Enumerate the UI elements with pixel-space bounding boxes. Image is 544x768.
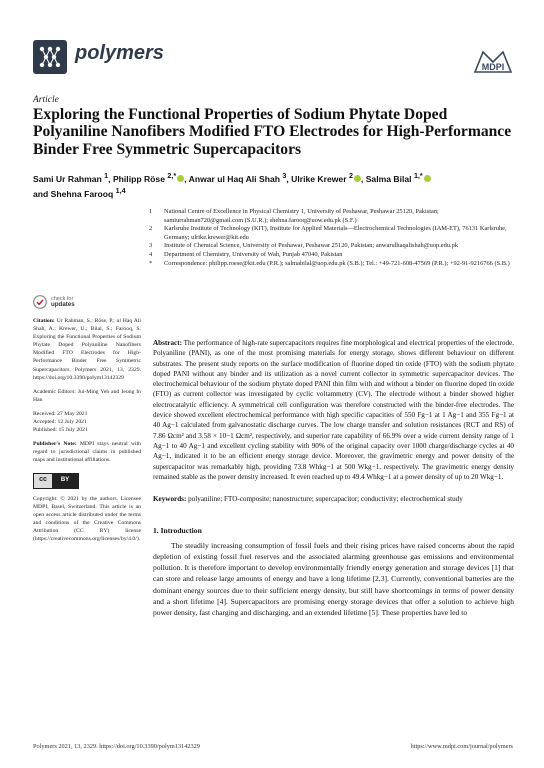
affiliations xyxy=(149,208,515,268)
orcid-icon[interactable] xyxy=(424,175,431,182)
correspondence: * Correspondence: philipp.roese@kit.edu (P.R.); salmabilal@uop.edu.pk (S.B.); Tel.: +49-721-608-47569 (P.R.); +92-91-9216766 (S.B.) xyxy=(149,259,510,267)
check-updates-button[interactable] xyxy=(33,295,141,309)
author[interactable]: Philipp Röse $^{2,*}$ , xyxy=(112,172,189,184)
accepted-date: Accepted: 12 July 2021 xyxy=(33,419,87,426)
check-updates-icon xyxy=(33,295,47,309)
author[interactable]: Ulrike Krewer $^2$ , xyxy=(291,172,366,184)
cc-icon: cc xyxy=(34,474,52,488)
journal-header xyxy=(33,38,513,78)
keywords: Keywords: polyaniline; FTO-composite; nanostructure; supercapacitor; conductivity; electrochemical study xyxy=(153,495,463,504)
author[interactable]: Anwar ul Haq Ali Shah $^3$, xyxy=(188,172,292,184)
main-column xyxy=(153,338,514,618)
article-title: Exploring the Functional Properties of Sodium Phytate Doped Polyaniline Nanofibers Modified FTO Electrodes for High-Performance Binder Free Symmetric Supercapacitors xyxy=(33,106,512,158)
affiliation: 4 Department of Chemistry, University of Wah, Punjab 47040, Pakistan xyxy=(149,250,343,258)
journal-name: polymers xyxy=(75,42,164,64)
author[interactable]: Sami Ur Rahman $^1$, xyxy=(33,172,113,184)
by-icon: BY xyxy=(52,474,78,488)
orcid-icon[interactable] xyxy=(177,175,184,182)
article-type: Article xyxy=(33,95,59,105)
publisher-note: Publisher's Note: MDPI stays neutral with regard to jurisdictional claims in published maps and institutional affiliations. xyxy=(33,441,142,464)
academic-editors: Academic Editors: Jui-Ming Yeh and Jeong In Han xyxy=(33,388,141,403)
abstract: Abstract: The performance of high-rate supercapacitors requires fine morphological and electrical properties of the electrode. Polyaniline (PANI), as one of the most promising materials for energy storage, shows different behaviour on different substrates. The present study reports on the surface modification of fluorine doped tin oxide (FTO) with the sodium phytate doped PANI without any binder and its utilization as a novel current collector in symmetric supercapacitor devices. The electrochemical behaviour of the sodium phytate doped PANI thin film with and without a binder on fluorine doped tin oxide (FTO) as current collector was investigated by cyclic voltammetry (CV). The electrode without a binder showed higher electrocatalytic efficiency. A symmetrical cell configuration was therefore constructed with the binder-free electrodes. The device showed excellent electrochemical performance with high specific capacities of 550 Fg−1 at 1 Ag−1 and 355 Fg−1 at 40 Ag−1 calculated from galvanostatic discharge curves. The low charge transfer and solution resistances (RCT and RS) of 7.86 Ωcm² and 3.58 × 10−1 Ωcm², respectively, and superior rate capability of 66.9% over a wide current density range of 1 Ag−1 to 40 Ag−1 and excellent cycling stability with 90% of the original capacity over 1000 charge/discharge cycles at 40 Ag−1, indicated it to be an efficient energy storage device. Moreover, the gravimetric energy and power density of the supercapacitor was remarkably high, providing 73.8 Whkg−1 at 500 Wkg−1, respectively. The gravimetric energy density remained stable as the power density increased. It even reached up to 49.4 Whkg−1 at a power density of up to 20 Wkg−1. xyxy=(153,339,515,481)
citation: Citation: Ur Rahman, S.; Röse, P.; ul Haq Ali Shah, A.; Krewer, U.; Bilal, S.; Farooq, S. Exploring the Functional Properties of Sodium Phytate Doped Polyaniline Nanofibers Modified FTO Electrodes for High-Performance Binder Free Symmetric Supercapacitors. Polymers 2021, 13, 2329. https://doi.org/10.3390/polym13142329 xyxy=(33,318,141,381)
article-sidebar xyxy=(33,295,141,549)
affiliation: 2 Karlsruhe Institute of Technology (KIT), Institute for Applied Materials—Electrochemical Technologies (IAM-ET), 76131 Karlsruhe, Germany; ulrike.krewer@kit.edu xyxy=(149,225,507,241)
orcid-icon[interactable] xyxy=(354,175,361,182)
copyright: Copyright: © 2021 by the authors. Licensee MDPI, Basel, Switzerland. This article is an open access article distributed under the terms and conditions of the Creative Commons Attribution (CC BY) license (https://creativecommons.org/licenses/by/4.0/). xyxy=(33,495,141,542)
author[interactable]: and Shehna Farooq $^{1,4}$ xyxy=(33,186,126,199)
mdpi-logo xyxy=(473,48,513,74)
published-date: Published: 15 July 2021 xyxy=(33,427,88,434)
affiliation: 1 National Centre of Excellence in Physical Chemistry 1, University of Peshawar, Peshawar 25120, Pakistan; samiurrahman720@gmail.com (S.U.R.); shehna.farooq@uow.edu.pk (S.F.) xyxy=(149,208,439,224)
cc-license-badge[interactable] xyxy=(33,473,79,489)
publisher-name: MDPI xyxy=(481,62,505,72)
affiliation: 3 Institute of Chemical Science, University of Peshawar, Peshawar 25120, Pakistan; anwarulhaqalishah@uop.edu.pk xyxy=(149,242,459,250)
author[interactable]: Salma Bilal $^{1,*}$ xyxy=(366,174,431,184)
journal-url[interactable]: https://www.mdpi.com/journal/polymers xyxy=(410,743,513,750)
section-heading: 1. Introduction xyxy=(153,526,202,536)
journal-logo-icon xyxy=(33,40,67,74)
introduction-text: The steadily increasing consumption of fossil fuels and their rising prices have raised concerns about the rapid depletion of existing fossil fuel reserves and the associated alarming greenhouse gas emissions and environmental pollution. It is therefore important to develop environmentally friendly energy generation and storage devices [1] that can store and release large amounts of energy and have a long lifetime [2,3]. Currently, conventional batteries are the dominant energy sources due to their sufficient energy density, but still have shortcomings in terms of power density and a short lifetime [4]. Supercapacitors are promising energy storage devices that offer a solution to achieve high power density, fast charging and discharging, and an extended lifetime [5]. These properties have led to xyxy=(153,540,514,617)
footer-citation[interactable]: Polymers 2021, 13, 2329. https://doi.org/10.3390/polym13142329 xyxy=(33,743,200,750)
check-updates-label: check for updates xyxy=(51,295,75,308)
received-date: Received: 27 May 2021 xyxy=(33,410,88,417)
author-list xyxy=(33,170,513,200)
